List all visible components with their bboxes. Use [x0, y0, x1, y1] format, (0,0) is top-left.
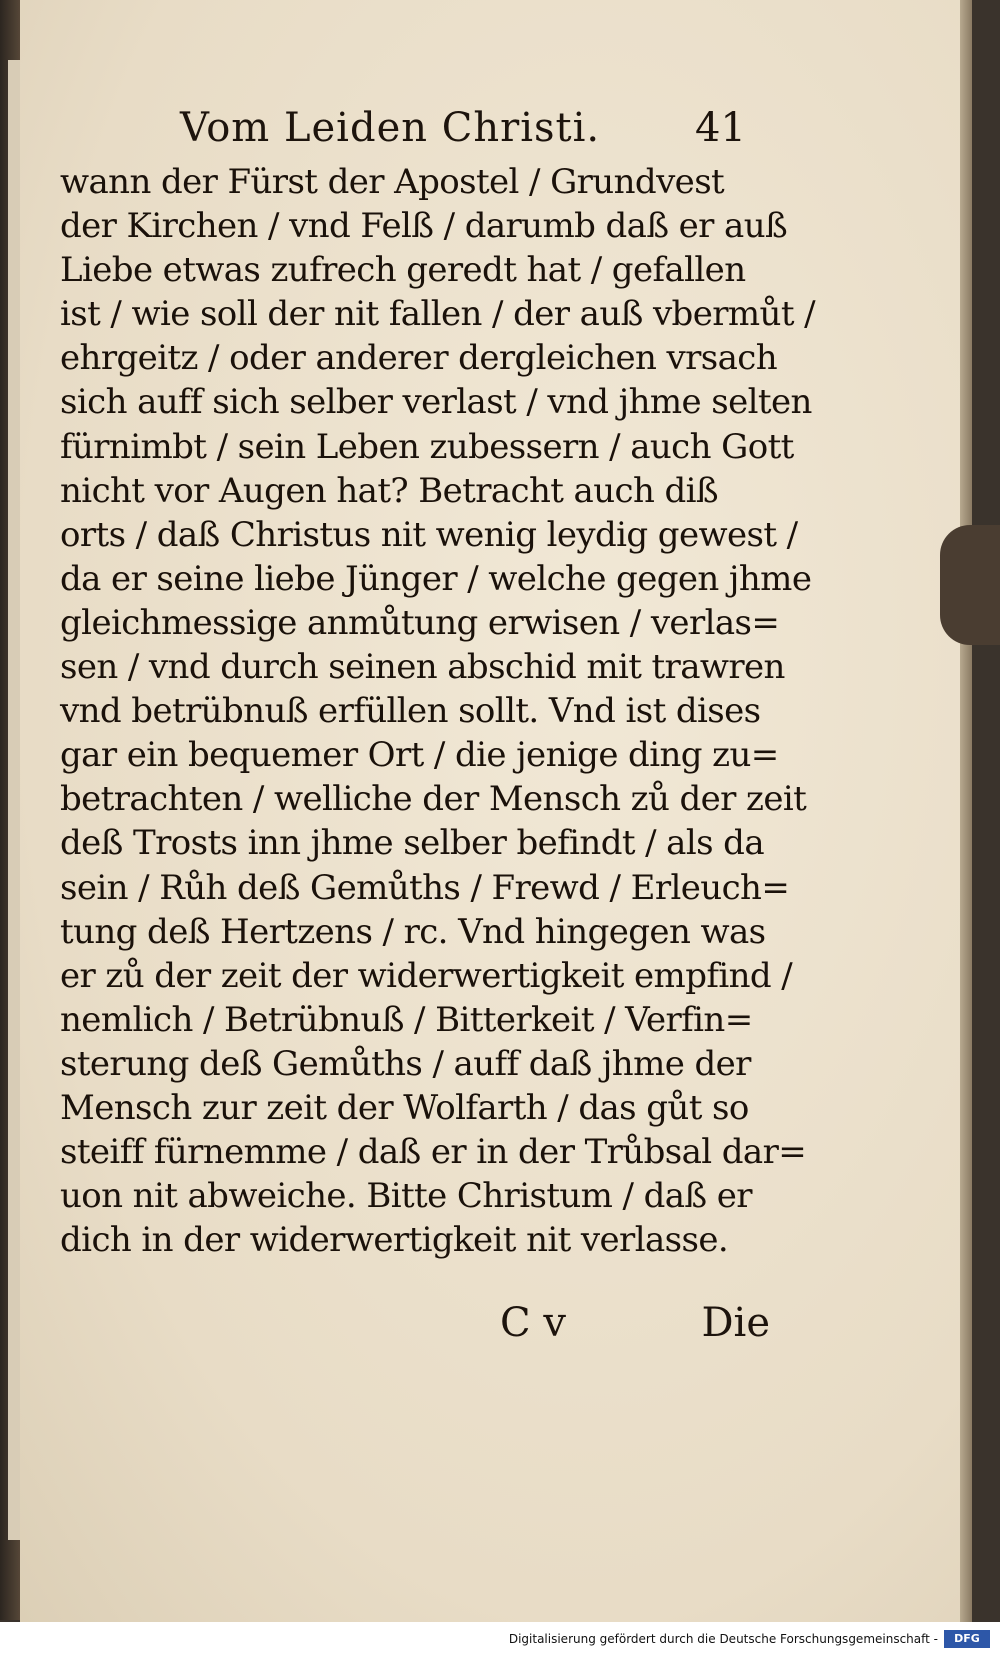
signature-mark: C v	[500, 1300, 566, 1346]
dfg-logo: DFG	[944, 1630, 990, 1648]
footer-credit: Digitalisierung gefördert durch die Deutsche Forschungsgemeinschaft -	[508, 1632, 938, 1646]
text-line: sen / vnd durch seinen abschid mit trawren	[60, 647, 785, 688]
text-line: wann der Fürst der Apostel / Grundvest	[60, 162, 725, 202]
catchline	[500, 1300, 770, 1355]
text-line: nemlich / Betrübnuß / Bitterkeit / Verfin=	[60, 999, 753, 1040]
body-text	[60, 160, 815, 1262]
page-right-edge	[960, 0, 972, 1622]
text-line: Mensch zur zeit der Wolfarth / das gůt so	[60, 1087, 749, 1128]
text-line: orts / daß Christus nit wenig leydig gewest /	[60, 514, 798, 555]
text-line: gar ein bequemer Ort / die jenige ding zu=	[60, 735, 779, 776]
catchword: Die	[701, 1300, 770, 1346]
text-line: steiff fürnemme / daß er in der Trůbsal dar=	[60, 1132, 807, 1173]
text-line: vnd betrübnuß erfüllen sollt. Vnd ist dises	[60, 691, 761, 732]
footer-bar	[0, 1622, 1000, 1661]
text-line: ist / wie soll der nit fallen / der auß vbermůt /	[60, 294, 815, 335]
text-line: uon nit abweiche. Bitte Christum / daß er	[60, 1176, 752, 1217]
text-line: ehrgeitz / oder anderer dergleichen vrsach	[60, 338, 778, 379]
text-line: Liebe etwas zufrech geredt hat / gefallen	[60, 250, 746, 291]
text-line: deß Trosts inn jhme selber befindt / als da	[60, 823, 765, 864]
page-number: 41	[695, 105, 746, 151]
text-line: sein / Růh deß Gemůths / Frewd / Erleuch=	[60, 867, 790, 908]
running-title: Vom Leiden Christi.	[180, 105, 601, 151]
text-line: nicht vor Augen hat? Betracht auch diß	[60, 470, 718, 511]
text-line: der Kirchen / vnd Felß / darumb daß er auß	[60, 206, 788, 247]
text-line: fürnimbt / sein Leben zubessern / auch Gott	[60, 426, 794, 467]
text-line: da er seine liebe Jünger / welche gegen jhme	[60, 558, 812, 599]
text-line: dich in der widerwertigkeit nit verlasse.	[60, 1220, 729, 1261]
text-line: sterung deß Gemůths / auff daß jhme der	[60, 1043, 751, 1084]
page-tab-marker	[940, 525, 1000, 645]
text-line: sich auff sich selber verlast / vnd jhme selten	[60, 382, 812, 423]
text-line: tung deß Hertzens / rc. Vnd hingegen was	[60, 911, 766, 952]
text-line: gleichmessige anmůtung erwisen / verlas=	[60, 602, 780, 643]
text-line: betrachten / welliche der Mensch zů der zeit	[60, 779, 807, 820]
text-line: er zů der zeit der widerwertigkeit empfind /	[60, 955, 793, 996]
